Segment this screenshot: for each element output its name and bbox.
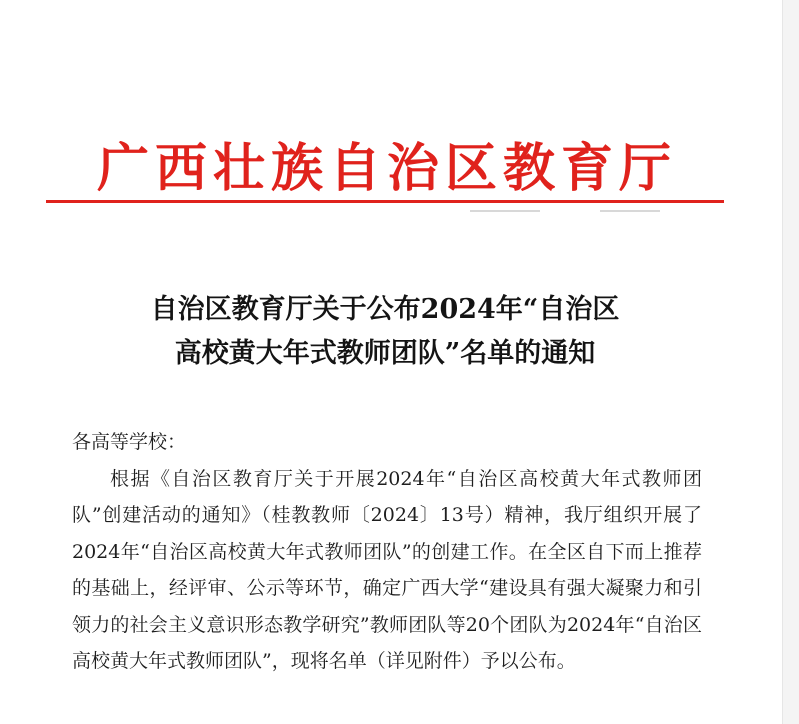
scan-artifact [470, 210, 540, 212]
body-paragraph: 根据《自治区教育厅关于开展2024年“自治区高校黄大年式教师团队”创建活动的通知》（桂教教师〔2024〕13号）精神，我厅组织开展了2024年“自治区高校黄大年式教师团队”的创建工作。在全区自下而上推荐的基础上，经评审、公示等环节，确定广西大学“建设具有强大凝聚力和引领力的社会主义意识形态教学研究”教师团队等20个团队为2024年“自治区高校黄大年式教师团队”，现将名单（详见附件）予以公布。 [72, 467, 702, 672]
letterhead-title: 广西壮族自治区教育厅 [96, 138, 677, 199]
scan-artifact [600, 210, 660, 212]
notice-body [72, 424, 702, 680]
letterhead-red-rule [46, 200, 724, 203]
notice-title-line2: 高校黄大年式教师团队”名单的通知 [174, 338, 596, 369]
notice-title-line1: 自治区教育厅关于公布2024年“自治区 [150, 294, 620, 325]
salutation: 各高等学校： [72, 431, 187, 453]
notice-title [60, 288, 710, 376]
viewer-scroll-edge [782, 0, 799, 724]
